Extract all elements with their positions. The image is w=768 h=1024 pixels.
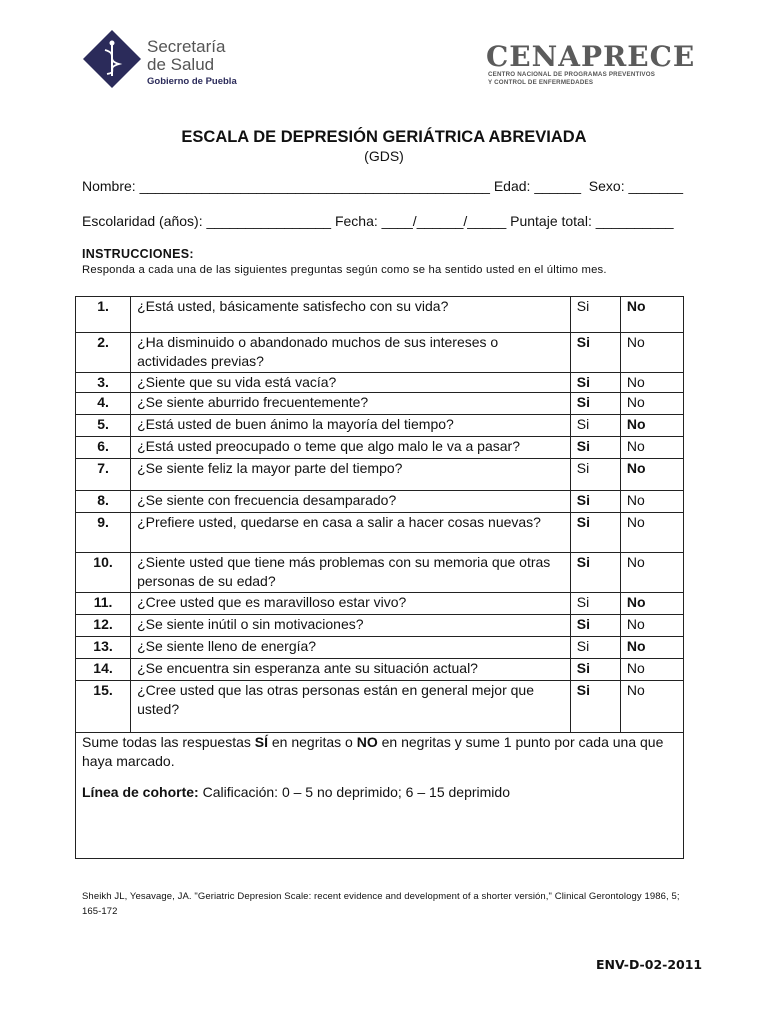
document-title: ESCALA DE DEPRESIÓN GERIÁTRICA ABREVIADA <box>181 128 587 146</box>
answer-si[interactable]: Si <box>570 615 620 637</box>
answer-si[interactable]: Si <box>570 437 620 459</box>
answer-no[interactable]: No <box>620 491 683 513</box>
gds-table <box>75 296 684 859</box>
question-row <box>76 659 684 681</box>
answer-si[interactable]: Si <box>570 637 620 659</box>
question-row <box>76 437 684 459</box>
question-row <box>76 373 684 393</box>
answer-no[interactable]: No <box>620 459 683 491</box>
answer-si[interactable]: Si <box>570 553 620 593</box>
question-text: ¿Siente que su vida está vacía? <box>131 373 571 393</box>
answer-no[interactable]: No <box>620 437 683 459</box>
document-code: ENV-D-02-2011 <box>596 957 703 972</box>
summary-si-bold: SÍ <box>254 734 268 750</box>
document-subtitle: (GDS) <box>364 148 404 164</box>
answer-si[interactable]: Si <box>570 373 620 393</box>
secretaria-salud-logo <box>83 30 253 90</box>
reference-citation: Sheikh JL, Yesavage, JA. "Geriatric Depresion Scale: recent evidence and development of a shorter versión," Clinical Gerontology 1986, 5; 165-172 <box>82 891 680 917</box>
question-number: 3. <box>76 373 131 393</box>
question-text: ¿Se siente aburrido frecuentemente? <box>131 393 571 415</box>
cutoff-line <box>82 783 677 802</box>
answer-si[interactable]: Si <box>570 393 620 415</box>
summary-text-a: Sume todas las respuestas <box>82 734 255 750</box>
form-line-schooling[interactable]: Escolaridad (años): ________________ Fecha: ____/______/_____ Puntaje total: __________ <box>82 213 674 229</box>
answer-si[interactable]: Si <box>570 659 620 681</box>
question-number: 8. <box>76 491 131 513</box>
question-text: ¿Siente usted que tiene más problemas con su memoria que otras personas de su edad? <box>131 553 571 593</box>
form-line-name[interactable]: Nombre: _____________________________________________ Edad: ______ Sexo: _______ <box>82 178 684 194</box>
question-number: 11. <box>76 593 131 615</box>
answer-si[interactable]: Si <box>570 681 620 733</box>
answer-no[interactable]: No <box>620 659 683 681</box>
question-text: ¿Está usted, básicamente satisfecho con su vida? <box>131 297 571 333</box>
answer-si[interactable]: Si <box>570 297 620 333</box>
question-number: 15. <box>76 681 131 733</box>
instructions-title: INSTRUCCIONES: <box>82 247 194 261</box>
answer-no[interactable]: No <box>620 415 683 437</box>
question-text: ¿Cree usted que es maravilloso estar vivo? <box>131 593 571 615</box>
answer-si[interactable]: Si <box>570 415 620 437</box>
question-text: ¿Cree usted que las otras personas están en general mejor que usted? <box>131 681 571 733</box>
question-row <box>76 333 684 373</box>
question-text: ¿Ha disminuido o abandonado muchos de sus intereses o actividades previas? <box>131 333 571 373</box>
cenaprece-sub2: Y CONTROL DE ENFERMEDADES <box>488 79 594 86</box>
question-number: 7. <box>76 459 131 491</box>
question-row <box>76 593 684 615</box>
summary-row <box>76 733 684 859</box>
answer-no[interactable]: No <box>620 373 683 393</box>
question-text: ¿Se siente inútil o sin motivaciones? <box>131 615 571 637</box>
answer-no[interactable]: No <box>620 615 683 637</box>
question-text: ¿Se encuentra sin esperanza ante su situación actual? <box>131 659 571 681</box>
logo-line3: Gobierno de Puebla <box>147 76 237 87</box>
question-row <box>76 553 684 593</box>
cenaprece-title: CENAPRECE <box>486 40 696 73</box>
cutoff-label: Línea de cohorte: <box>82 784 199 800</box>
question-text: ¿Está usted preocupado o teme que algo malo le va a pasar? <box>131 437 571 459</box>
answer-no[interactable]: No <box>620 393 683 415</box>
question-row <box>76 615 684 637</box>
answer-no[interactable]: No <box>620 513 683 553</box>
logo-line2: de Salud <box>147 55 215 74</box>
question-text: ¿Prefiere usted, quedarse en casa a salir a hacer cosas nuevas? <box>131 513 571 553</box>
question-number: 10. <box>76 553 131 593</box>
answer-no[interactable]: No <box>620 593 683 615</box>
summary-no-bold: NO <box>356 734 378 750</box>
question-text: ¿Se siente con frecuencia desamparado? <box>131 491 571 513</box>
question-row <box>76 513 684 553</box>
question-text: ¿Está usted de buen ánimo la mayoría del tiempo? <box>131 415 571 437</box>
answer-si[interactable]: Si <box>570 459 620 491</box>
instructions-text: Responda a cada una de las siguientes preguntas según como se ha sentido usted en el último mes. <box>82 264 607 276</box>
question-number: 6. <box>76 437 131 459</box>
answer-si[interactable]: Si <box>570 513 620 553</box>
question-row <box>76 393 684 415</box>
question-row <box>76 491 684 513</box>
question-number: 2. <box>76 333 131 373</box>
question-row <box>76 637 684 659</box>
question-row <box>76 297 684 333</box>
question-row <box>76 681 684 733</box>
question-number: 5. <box>76 415 131 437</box>
question-number: 12. <box>76 615 131 637</box>
question-number: 9. <box>76 513 131 553</box>
cenaprece-logo <box>486 40 706 90</box>
summary-text-e: en negritas y sume 1 punto por cada una que haya marcado. <box>82 734 664 769</box>
question-row <box>76 415 684 437</box>
cutoff-text: Calificación: 0 – 5 no deprimido; 6 – 15 deprimido <box>198 784 510 800</box>
answer-no[interactable]: No <box>620 637 683 659</box>
summary-text-c: en negritas o <box>268 734 357 750</box>
answer-si[interactable]: Si <box>570 593 620 615</box>
answer-si[interactable]: Si <box>570 333 620 373</box>
cenaprece-sub1: CENTRO NACIONAL DE PROGRAMAS PREVENTIVOS <box>488 71 656 78</box>
question-number: 14. <box>76 659 131 681</box>
secretaria-diamond-icon <box>83 30 141 88</box>
question-number: 4. <box>76 393 131 415</box>
answer-no[interactable]: No <box>620 333 683 373</box>
summary-instructions <box>82 733 677 771</box>
answer-si[interactable]: Si <box>570 491 620 513</box>
question-row <box>76 459 684 491</box>
question-number: 13. <box>76 637 131 659</box>
question-number: 1. <box>76 297 131 333</box>
logo-line1: Secretaría <box>147 37 226 56</box>
answer-no[interactable]: No <box>620 553 683 593</box>
question-text: ¿Se siente lleno de energía? <box>131 637 571 659</box>
summary-cell <box>76 733 684 859</box>
question-text: ¿Se siente feliz la mayor parte del tiempo? <box>131 459 571 491</box>
answer-no[interactable]: No <box>620 681 683 733</box>
answer-no[interactable]: No <box>620 297 683 333</box>
